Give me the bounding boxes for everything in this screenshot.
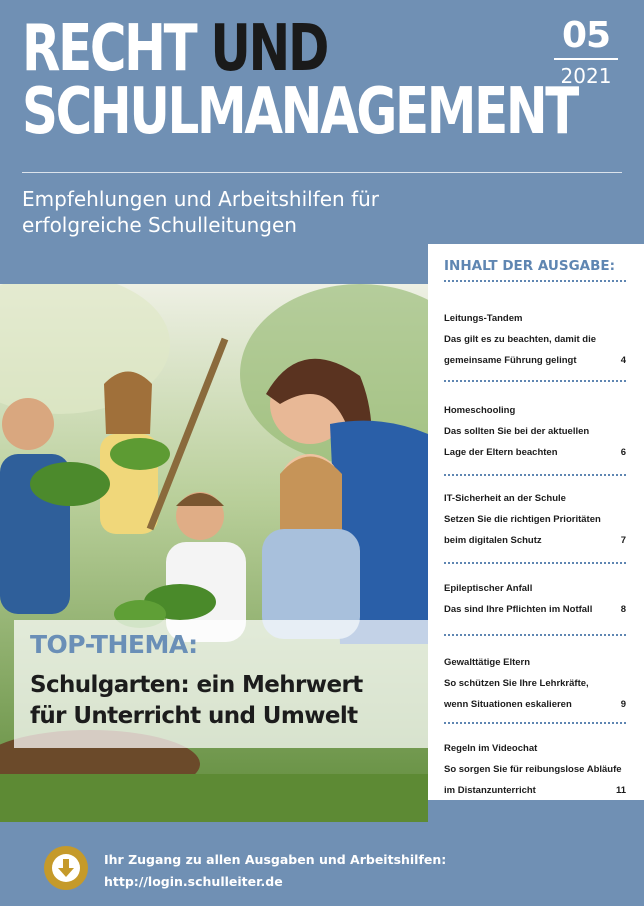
issue-number: 05 — [561, 15, 611, 56]
table-of-contents — [428, 244, 644, 800]
toc-entry-page: 11 — [615, 785, 626, 796]
masthead-rule — [22, 172, 622, 173]
toc-entry-title: Leitungs-Tandem — [444, 313, 523, 324]
toc-divider — [444, 380, 626, 382]
download-arrow-glyph — [52, 854, 80, 882]
title-word-schulmanagement: SCHULMANAGEMENT — [22, 74, 578, 149]
toc-entry-text: Setzen Sie die richtigen Prioritäten — [444, 514, 601, 525]
toc-entry-text: gemeinsame Führung gelingt — [444, 355, 577, 366]
toc-entry[interactable] — [444, 578, 626, 620]
toc-divider — [444, 722, 626, 724]
toc-entry-text: Das sind Ihre Pflichten im Notfall — [444, 604, 593, 615]
download-arrow-icon-inner — [52, 854, 80, 882]
toc-entry-text: Das sollten Sie bei der aktuellen — [444, 426, 590, 437]
title-word-recht: RECHT — [22, 12, 196, 86]
toc-entry-page: 8 — [620, 604, 626, 615]
toc-entry-page: 6 — [620, 447, 626, 458]
toc-heading: INHALT DER AUSGABE: — [444, 258, 616, 274]
toc-divider — [444, 474, 626, 476]
magazine-subtitle — [22, 186, 462, 238]
top-thema-headline — [30, 670, 420, 732]
top-thema-kicker: TOP-THEMA: — [30, 630, 198, 659]
headline-line-1: Schulgarten: ein Mehrwert — [30, 672, 363, 698]
toc-entry-text: Lage der Eltern beachten — [444, 447, 558, 458]
toc-entry[interactable] — [444, 738, 626, 801]
top-thema-box — [14, 620, 428, 748]
subtitle-line-1: Empfehlungen und Arbeitshilfen für — [22, 187, 380, 211]
magazine-title — [22, 12, 578, 149]
issue-block — [554, 15, 618, 88]
toc-entry-text: So sorgen Sie für reibungslose Abläufe — [444, 764, 622, 775]
toc-divider — [444, 280, 626, 282]
toc-entry-text: Das gilt es zu beachten, damit die — [444, 334, 597, 345]
toc-entry-text: im Distanzunterricht — [444, 785, 536, 796]
toc-entry-title: Gewalttätige Eltern — [444, 657, 531, 668]
toc-divider — [444, 562, 626, 564]
access-label: Ihr Zugang zu allen Ausgaben und Arbeitshilfen: — [104, 852, 447, 867]
toc-entry[interactable] — [444, 400, 626, 463]
toc-entry-title: Homeschooling — [444, 405, 516, 416]
toc-entry-title: IT-Sicherheit an der Schule — [444, 493, 566, 504]
toc-divider — [444, 634, 626, 636]
toc-entry-text: So schützen Sie Ihre Lehrkräfte, — [444, 678, 589, 689]
toc-entry-page: 4 — [620, 355, 626, 366]
toc-entry[interactable] — [444, 652, 626, 715]
toc-entry-title: Epileptischer Anfall — [444, 583, 533, 594]
title-word-und: UND — [210, 12, 328, 86]
access-url-link[interactable]: http://login.schulleiter.de — [104, 874, 283, 889]
toc-entry[interactable] — [444, 308, 626, 371]
headline-line-2: für Unterricht und Umwelt — [30, 703, 358, 729]
toc-entry[interactable] — [444, 488, 626, 551]
toc-entry-page: 7 — [620, 535, 626, 546]
issue-year: 2021 — [560, 64, 612, 88]
issue-divider — [554, 58, 618, 60]
download-arrow-icon[interactable] — [44, 846, 88, 890]
subtitle-line-2: erfolgreiche Schulleitungen — [22, 213, 297, 237]
toc-entry-text: wenn Situationen eskalieren — [444, 699, 572, 710]
toc-entry-text: beim digitalen Schutz — [444, 535, 542, 546]
toc-entry-page: 9 — [620, 699, 626, 710]
toc-entry-title: Regeln im Videochat — [444, 743, 538, 754]
